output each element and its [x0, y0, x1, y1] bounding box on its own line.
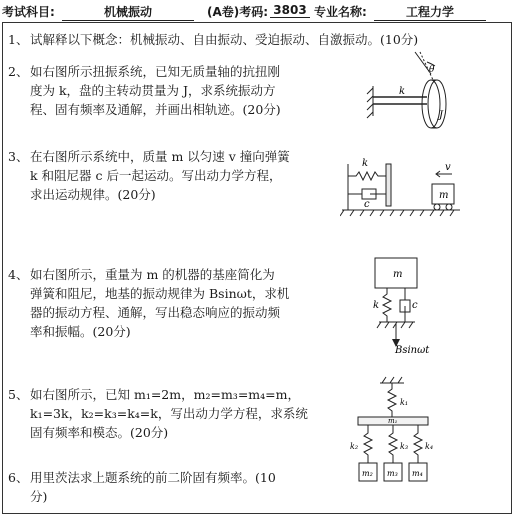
question-number: 6、: [8, 470, 29, 485]
question-line: 如右图所示扭振系统，已知无质量轴的抗扭刚: [30, 64, 281, 79]
question-number: 3、: [8, 149, 29, 164]
paper-code-label: (A卷)考码:: [207, 5, 269, 19]
spring-label: k: [373, 300, 380, 311]
exam-header: [2, 3, 514, 19]
m1-label: m₁: [388, 417, 398, 425]
spring-k3: [389, 425, 397, 463]
damper-label: c: [364, 199, 370, 210]
question-line: 程、固有频率及通解，并画出相轨迹。(20分): [30, 102, 281, 117]
k4-label: k₄: [425, 442, 434, 451]
spring: [348, 172, 386, 180]
angle-label: θ: [429, 65, 435, 75]
stiffness-label: k: [399, 86, 406, 97]
excitation-label: Bsinωt: [395, 345, 430, 355]
question-line: 试解释以下概念：机械振动、自由振动、受迫振动、自激振动。(10分): [30, 32, 419, 47]
subject-value: 机械振动: [62, 3, 194, 21]
k2-label: k₂: [350, 442, 359, 451]
question-line: k₁=3k，k₂=k₃=k₄=k，写出动力学方程，求系统: [30, 406, 308, 421]
mass-label: m: [393, 269, 403, 280]
question-line: 分): [30, 489, 48, 504]
question-number: 5、: [8, 387, 29, 402]
k3-label: k₃: [400, 442, 409, 451]
question-line: 器的振动方程、通解，写出稳态响应的振动频: [30, 305, 281, 320]
major-value: 工程力学: [374, 3, 486, 21]
m2-label: m₂: [362, 469, 373, 478]
spring-label: k: [362, 158, 369, 169]
velocity-label: v: [445, 162, 451, 173]
question-line: 在右图所示系统中，质量 m 以匀速 v 撞向弹簧: [30, 149, 290, 164]
multi-dof-figure: [340, 375, 445, 490]
impact-system-figure: [340, 150, 465, 220]
damper-label: c: [412, 300, 418, 311]
k1-label: k₁: [400, 398, 409, 407]
question-line: 如右图所示，已知 m₁=2m，m₂=m₃=m₄=m，: [30, 387, 300, 402]
question-number: 2、: [8, 64, 29, 79]
question-line: 用里茨法求上题系统的前二阶固有频率。(10: [30, 470, 276, 485]
question-line: 弹簧和阻尼，地基的振动规律为 Bsinωt，求机: [30, 286, 290, 301]
m3-label: m₃: [387, 469, 398, 478]
question-number: 1、: [8, 32, 29, 47]
spring-k4: [414, 425, 422, 463]
question-line: 如右图所示，重量为 m 的机器的基座简化为: [30, 267, 275, 282]
question-line: k 和阻尼器 c 后一起运动。写出动力学方程，: [30, 168, 282, 183]
question-line: 固有频率和模态。(20分): [30, 425, 169, 440]
question-line: 度为 k，盘的主转动贯量为 J，求系统振动方: [30, 83, 276, 98]
major-label: 专业名称:: [314, 5, 367, 19]
base-excitation-figure: [365, 250, 445, 355]
plate: [386, 164, 391, 206]
mass-label: m: [439, 190, 449, 201]
inertia-label: J: [439, 110, 444, 121]
paper-code: 3803: [270, 3, 310, 18]
base-spring: [383, 288, 391, 322]
spring-k1: [388, 383, 396, 417]
torsion-system-figure: [365, 48, 470, 134]
subject-label: 考试科目:: [2, 5, 55, 19]
question-line: 求出运动规律。(20分): [30, 187, 156, 202]
m4-label: m₄: [412, 469, 423, 478]
question-number: 4、: [8, 267, 29, 282]
spring-k2: [364, 425, 372, 463]
question-line: 率和振幅。(20分): [30, 324, 131, 339]
